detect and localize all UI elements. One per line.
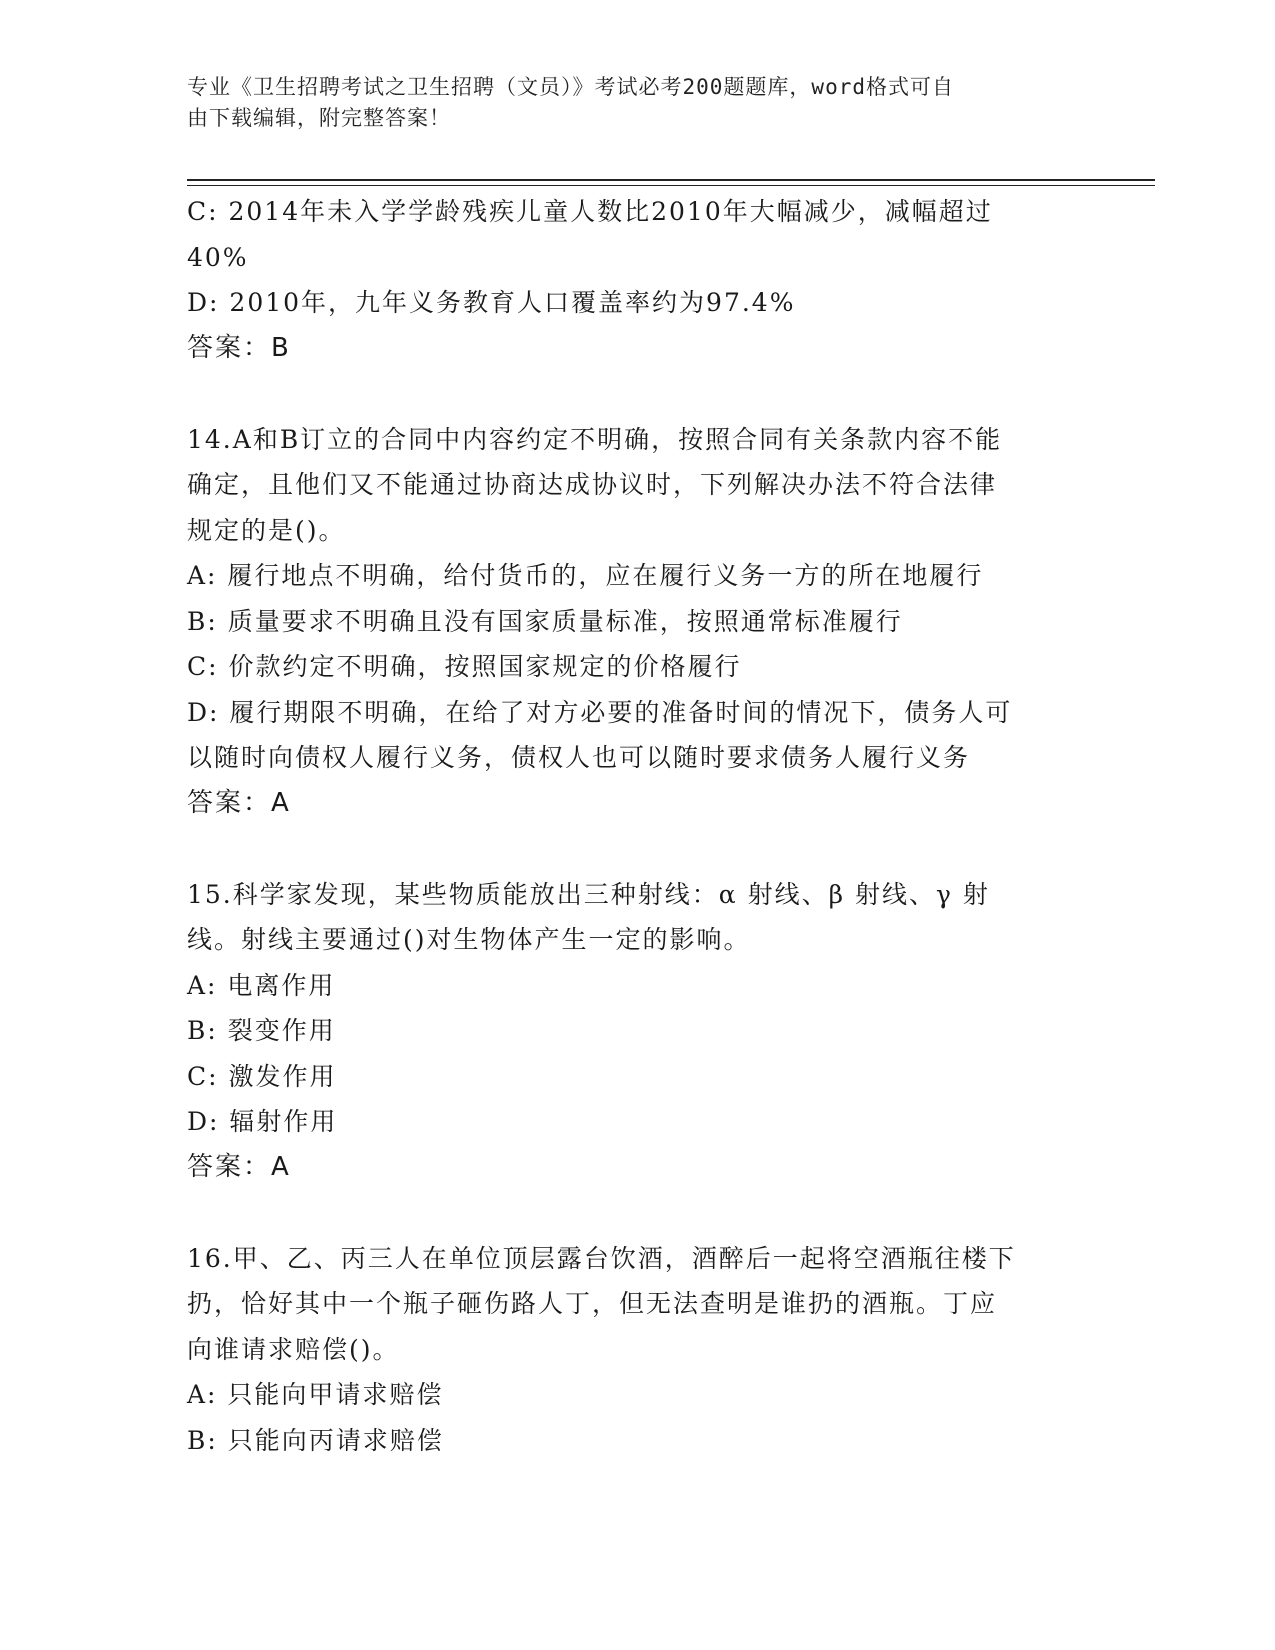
q16-option-a: A: 只能向甲请求赔偿 xyxy=(187,1380,444,1409)
q15-stem-line-2: 线。射线主要通过()对生物体产生一定的影响。 xyxy=(187,925,751,954)
q15-stem-line-1: 15.科学家发现，某些物质能放出三种射线：α 射线、β 射线、γ 射 xyxy=(187,879,990,909)
question-15-block xyxy=(187,872,1077,1191)
q14-stem-line-2: 确定，且他们又不能通过协商达成协议时，下列解决办法不符合法律 xyxy=(187,470,998,499)
spacer xyxy=(187,826,1077,872)
q15-answer: 答案：A xyxy=(187,1151,291,1182)
q14-option-a: A: 履行地点不明确，给付货币的，应在履行义务一方的所在地履行 xyxy=(187,561,984,590)
question-16-block xyxy=(187,1236,1077,1464)
spacer xyxy=(187,371,1077,417)
document-body xyxy=(187,189,1077,1463)
q16-stem-line-2: 扔，恰好其中一个瓶子砸伤路人丁，但无法查明是谁扔的酒瓶。丁应 xyxy=(187,1289,998,1318)
q15-option-c: C: 激发作用 xyxy=(187,1061,337,1091)
q14-stem-line-1: 14.A和B订立的合同中内容约定不明确，按照合同有关条款内容不能 xyxy=(187,424,1003,454)
q16-option-b: B: 只能向丙请求赔偿 xyxy=(187,1425,444,1455)
q16-stem-line-1: 16.甲、乙、丙三人在单位顶层露台饮酒，酒醉后一起将空酒瓶往楼下 xyxy=(187,1243,1016,1273)
q14-stem-line-3: 规定的是()。 xyxy=(187,515,346,545)
document-header xyxy=(187,72,1067,134)
q13-option-c-line-1: C: 2014年未入学学龄残疾儿童人数比2010年大幅减少，减幅超过 xyxy=(187,197,993,226)
q13-option-c-line-2: 40% xyxy=(187,242,249,272)
question-14-block xyxy=(187,417,1077,827)
header-line-1: 专业《卫生招聘考试之卫生招聘（文员）》考试必考200题题库，word格式可自 xyxy=(187,75,954,99)
q14-option-d-line-2: 以随时向债权人履行义务，债权人也可以随时要求债务人履行义务 xyxy=(187,743,971,772)
q15-option-b: B: 裂变作用 xyxy=(187,1016,336,1045)
header-divider-thick xyxy=(187,179,1155,181)
question-13-block xyxy=(187,189,1077,371)
header-divider-thin xyxy=(187,185,1155,186)
q15-option-d: D: 辐射作用 xyxy=(187,1107,338,1136)
q14-option-b: B: 质量要求不明确且没有国家质量标准，按照通常标准履行 xyxy=(187,606,903,636)
header-line-2: 由下载编辑，附完整答案！ xyxy=(187,106,451,130)
spacer xyxy=(187,1190,1077,1236)
q15-option-a: A: 电离作用 xyxy=(187,970,336,1000)
q14-option-c: C: 价款约定不明确，按照国家规定的价格履行 xyxy=(187,652,742,681)
q16-stem-line-3: 向谁请求赔偿()。 xyxy=(187,1334,400,1364)
q14-answer: 答案：A xyxy=(187,787,291,818)
q13-answer: 答案：B xyxy=(187,332,291,363)
q13-option-d: D: 2010年，九年义务教育人口覆盖率约为97.4% xyxy=(187,288,796,317)
q14-option-d-line-1: D: 履行期限不明确，在给了对方必要的准备时间的情况下，债务人可 xyxy=(187,697,1013,727)
